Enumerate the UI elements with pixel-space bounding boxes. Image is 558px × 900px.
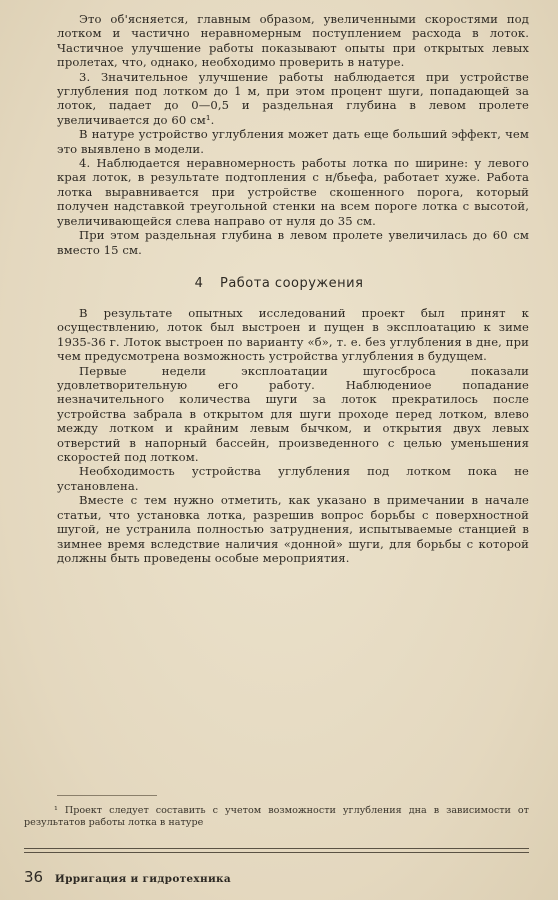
paragraph: 3. Значительное улучшение работы наблюдается при устройстве углубления под лотком до 1 м, при этом процент шуги, попадающей за лоток, падает до 0—0,5 и раздельная глубина в левом пролете увеличивается до 60 см¹. xyxy=(57,69,529,127)
paragraph: При этом раздельная глубина в левом пролете увеличилась до 60 см вместо 15 см. xyxy=(57,228,529,257)
paragraph: В натуре устройство углубления может дать еще больший эффект, чем это выявлено в модели. xyxy=(57,127,529,156)
footnote xyxy=(24,805,529,829)
body-text-section-1 xyxy=(57,12,529,257)
journal-title: Ирригация и гидротехника xyxy=(54,873,232,885)
footnote-divider xyxy=(57,795,157,796)
footer-rule xyxy=(24,848,529,853)
paragraph: Это об'ясняется, главным образом, увеличенными скоростями под лотком и частично неравномерным поступлением расхода в лоток. Частичное улучшение работы показывают опыты при открытых левых пролетах, что, однако, необходимо проверить в натуре. xyxy=(57,12,529,70)
paragraph: Вместе с тем нужно отметить, как указано в примечании в начале статьи, что установка лотка, разрешив вопрос борьбы с поверхностной шугой, не устранила полностью затруднения, испытываемые станцией в зимнее время вследствие наличия «донной» шуги, для борьбы с которой должны быть проведены особые мероприятия. xyxy=(57,493,529,565)
section-title: Работа сооружения xyxy=(219,276,364,291)
footnote-text: ¹ Проект следует составить с учетом возможности углубления дна в зависимости от результатов работы лотка в натуре xyxy=(24,805,529,828)
paragraph: Необходимость устройства углубления под лотком пока не установлена. xyxy=(57,464,529,493)
page-footer xyxy=(24,868,231,886)
section-number: 4 xyxy=(194,276,204,291)
paragraph: В результате опытных исследований проект был принят к осуществлению, лоток был выстроен и пущен в эксплоатацию к зиме 1935-36 г. Лоток выстроен по варианту «б», т. е. без углубления в дне, при чем предусмотрена возможность устройства углубления в будущем. xyxy=(57,306,529,364)
body-text-section-2 xyxy=(57,306,529,565)
paragraph: 4. Наблюдается неравномерность работы лотка по ширине: у левого края лоток, в результате подтопления с н/бьефа, работает хуже. Работа лотка выравнивается при устройстве скошенного порога, который получен надставкой треугольной стенки на всем пороге лотка с высотой, увеличивающейся слева направо от нуля до 35 см. xyxy=(57,156,529,228)
paragraph: Первые недели эксплоатации шугосброса показали удовлетворительную его работу. Наблюдениое попадание незначительного количества шуги за лоток прекратилось после устройства забрала в открытом для шуги проходе перед лотком, влево между лотком и крайним левым бычком, и открытия двух левых отверстий в напорный бассейн, произведенного с целью уменьшения скоростей под лотком. xyxy=(57,363,529,465)
section-heading xyxy=(0,276,558,291)
page-number: 36 xyxy=(24,868,44,886)
